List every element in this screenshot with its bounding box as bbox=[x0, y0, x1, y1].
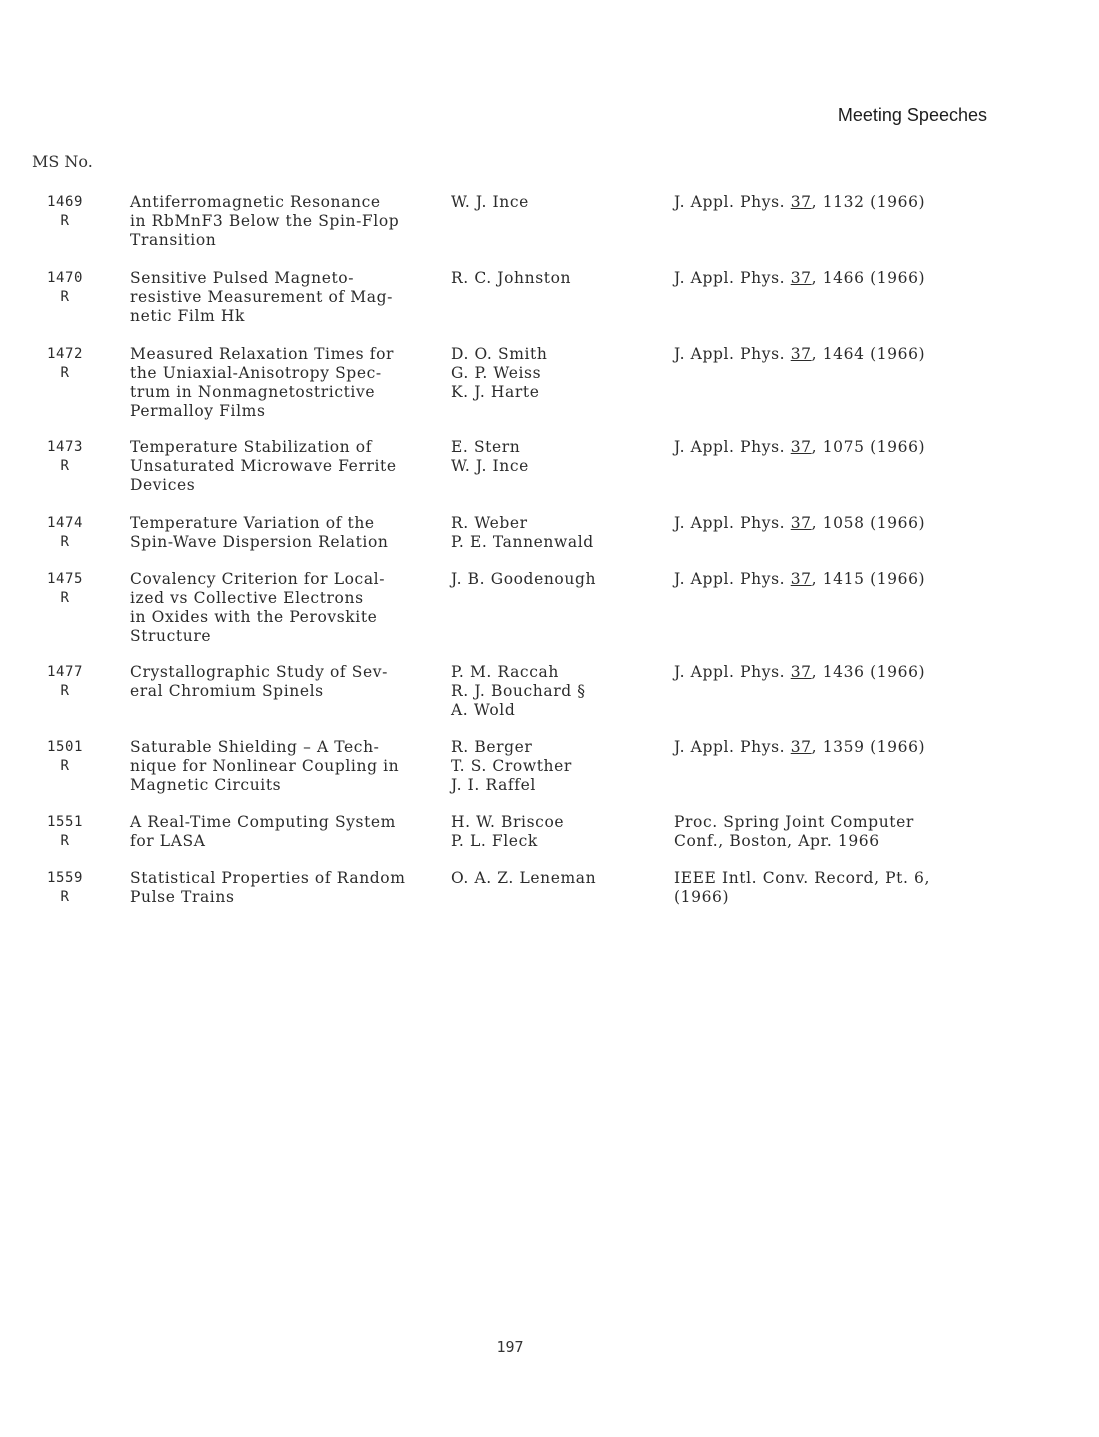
title-line: Statistical Properties of Random bbox=[130, 869, 406, 887]
authors bbox=[451, 738, 666, 795]
reference-journal: J. Appl. Phys. bbox=[674, 345, 791, 363]
speech-title bbox=[130, 570, 450, 646]
reference-journal: J. Appl. Phys. bbox=[674, 438, 791, 456]
author-name: D. O. Smith bbox=[451, 345, 548, 363]
reference-journal: J. Appl. Phys. bbox=[674, 269, 791, 287]
author-name: A. Wold bbox=[451, 701, 516, 719]
reference-line bbox=[674, 738, 984, 757]
authors bbox=[451, 193, 666, 212]
title-line: Saturable Shielding – A Tech- bbox=[130, 738, 380, 756]
ms-number-column-label: MS No. bbox=[32, 152, 93, 171]
speech-title bbox=[130, 269, 450, 326]
title-line: Pulse Trains bbox=[130, 888, 235, 906]
author-name: R. C. Johnston bbox=[451, 269, 572, 287]
ms-number bbox=[40, 514, 90, 552]
publication-reference bbox=[674, 345, 984, 364]
reference-pages-year: , 1075 (1966) bbox=[811, 438, 926, 456]
title-line: Covalency Criterion for Local- bbox=[130, 570, 386, 588]
title-line: ized vs Collective Electrons bbox=[130, 589, 364, 607]
authors bbox=[451, 570, 666, 589]
ms-number bbox=[40, 269, 90, 307]
ms-number bbox=[40, 813, 90, 851]
authors bbox=[451, 345, 666, 402]
title-line: resistive Measurement of Mag- bbox=[130, 288, 393, 306]
title-line: Transition bbox=[130, 231, 217, 249]
authors bbox=[451, 813, 666, 851]
speech-title bbox=[130, 869, 450, 907]
author-name: H. W. Briscoe bbox=[451, 813, 565, 831]
reference-journal: IEEE Intl. Conv. Record, Pt. 6, bbox=[674, 869, 931, 887]
title-line: Temperature Variation of the bbox=[130, 514, 375, 532]
reference-line bbox=[674, 193, 984, 212]
title-line: Devices bbox=[130, 476, 196, 494]
reference-line: (1966) bbox=[674, 888, 730, 906]
title-line: netic Film Hk bbox=[130, 307, 245, 325]
title-line: Temperature Stabilization of bbox=[130, 438, 373, 456]
publication-reference bbox=[674, 663, 984, 682]
reference-pages-year: , 1436 (1966) bbox=[811, 663, 926, 681]
reference-pages-year: , 1464 (1966) bbox=[811, 345, 926, 363]
author-name: T. S. Crowther bbox=[451, 757, 572, 775]
speech-title bbox=[130, 345, 450, 421]
ms-number-value: 1473 bbox=[46, 439, 84, 455]
authors bbox=[451, 269, 666, 288]
ms-number-value: 1470 bbox=[46, 270, 84, 286]
reference-journal: J. Appl. Phys. bbox=[674, 570, 791, 588]
reference-pages-year: , 1359 (1966) bbox=[811, 738, 926, 756]
authors bbox=[451, 438, 666, 476]
ms-number-value: 1551 bbox=[46, 814, 84, 830]
reference-volume: 37 bbox=[790, 193, 812, 211]
author-name: K. J. Harte bbox=[451, 383, 540, 401]
title-line: Magnetic Circuits bbox=[130, 776, 282, 794]
title-line: eral Chromium Spinels bbox=[130, 682, 324, 700]
publication-reference bbox=[674, 438, 984, 457]
reference-line: Conf., Boston, Apr. 1966 bbox=[674, 832, 880, 850]
reference-pages-year: , 1466 (1966) bbox=[811, 269, 926, 287]
author-name: R. Weber bbox=[451, 514, 528, 532]
reference-line bbox=[674, 663, 984, 682]
title-line: nique for Nonlinear Coupling in bbox=[130, 757, 400, 775]
reference-line bbox=[674, 269, 984, 288]
ms-status: R bbox=[60, 833, 70, 849]
title-line: in Oxides with the Perovskite bbox=[130, 608, 378, 626]
reference-journal: J. Appl. Phys. bbox=[674, 738, 791, 756]
ms-number-value: 1469 bbox=[46, 194, 84, 210]
title-line: for LASA bbox=[130, 832, 206, 850]
ms-number-value: 1474 bbox=[46, 515, 84, 531]
reference-pages-year: , 1058 (1966) bbox=[811, 514, 926, 532]
ms-number-value: 1477 bbox=[46, 664, 84, 680]
title-line: A Real-Time Computing System bbox=[130, 813, 396, 831]
reference-volume: 37 bbox=[790, 438, 812, 456]
reference-volume: 37 bbox=[790, 269, 812, 287]
ms-status: R bbox=[60, 590, 70, 606]
title-line: Permalloy Films bbox=[130, 402, 266, 420]
ms-number-value: 1501 bbox=[46, 739, 84, 755]
reference-journal: J. Appl. Phys. bbox=[674, 663, 791, 681]
title-line: Sensitive Pulsed Magneto- bbox=[130, 269, 355, 287]
section-title: Meeting Speeches bbox=[837, 105, 987, 125]
ms-status: R bbox=[60, 289, 70, 305]
ms-number-value: 1472 bbox=[46, 346, 84, 362]
ms-status: R bbox=[60, 758, 70, 774]
author-name: W. J. Ince bbox=[451, 457, 529, 475]
ms-number bbox=[40, 193, 90, 231]
author-name: G. P. Weiss bbox=[451, 364, 542, 382]
author-name: J. I. Raffel bbox=[451, 776, 536, 794]
ms-number bbox=[40, 570, 90, 608]
author-name: O. A. Z. Leneman bbox=[451, 869, 597, 887]
reference-line bbox=[674, 438, 984, 457]
ms-number bbox=[40, 345, 90, 383]
speech-title bbox=[130, 738, 450, 795]
title-line: Crystallographic Study of Sev- bbox=[130, 663, 388, 681]
reference-volume: 37 bbox=[790, 738, 812, 756]
publication-reference bbox=[674, 514, 984, 533]
publication-reference bbox=[674, 813, 984, 851]
author-name: R. Berger bbox=[451, 738, 533, 756]
reference-pages-year: , 1132 (1966) bbox=[811, 193, 926, 211]
title-line: Structure bbox=[130, 627, 212, 645]
ms-number-value: 1475 bbox=[46, 571, 84, 587]
speech-title bbox=[130, 663, 450, 701]
ms-number-value: 1559 bbox=[46, 870, 84, 886]
author-name: P. L. Fleck bbox=[451, 832, 538, 850]
publication-reference bbox=[674, 738, 984, 757]
title-line: Unsaturated Microwave Ferrite bbox=[130, 457, 397, 475]
authors bbox=[451, 514, 666, 552]
page-number: 197 bbox=[496, 1338, 524, 1356]
ms-status: R bbox=[60, 534, 70, 550]
speech-title bbox=[130, 514, 450, 552]
reference-pages-year: , 1415 (1966) bbox=[811, 570, 926, 588]
author-name: J. B. Goodenough bbox=[451, 570, 597, 588]
title-line: Spin-Wave Dispersion Relation bbox=[130, 533, 389, 551]
speech-title bbox=[130, 813, 450, 851]
reference-volume: 37 bbox=[790, 514, 812, 532]
publication-reference bbox=[674, 869, 984, 907]
reference-volume: 37 bbox=[790, 663, 812, 681]
author-name: P. E. Tannenwald bbox=[451, 533, 594, 551]
reference-line bbox=[674, 813, 984, 832]
publication-reference bbox=[674, 269, 984, 288]
reference-line bbox=[674, 869, 984, 888]
author-name: R. J. Bouchard § bbox=[451, 682, 586, 700]
reference-volume: 37 bbox=[790, 345, 812, 363]
ms-status: R bbox=[60, 458, 70, 474]
author-name: E. Stern bbox=[451, 438, 521, 456]
author-name: W. J. Ince bbox=[451, 193, 529, 211]
ms-number bbox=[40, 438, 90, 476]
authors bbox=[451, 869, 666, 888]
title-line: trum in Nonmagnetostrictive bbox=[130, 383, 376, 401]
reference-line bbox=[674, 570, 984, 589]
ms-number bbox=[40, 738, 90, 776]
title-line: Measured Relaxation Times for bbox=[130, 345, 395, 363]
title-line: in RbMnF3 Below the Spin-Flop bbox=[130, 212, 400, 230]
publication-reference bbox=[674, 570, 984, 589]
authors bbox=[451, 663, 666, 720]
ms-status: R bbox=[60, 683, 70, 699]
ms-number bbox=[40, 869, 90, 907]
reference-journal: J. Appl. Phys. bbox=[674, 514, 791, 532]
reference-line bbox=[674, 345, 984, 364]
title-line: the Uniaxial-Anisotropy Spec- bbox=[130, 364, 382, 382]
reference-volume: 37 bbox=[790, 570, 812, 588]
title-line: Antiferromagnetic Resonance bbox=[130, 193, 381, 211]
author-name: P. M. Raccah bbox=[451, 663, 559, 681]
speech-title bbox=[130, 193, 450, 250]
ms-status: R bbox=[60, 213, 70, 229]
ms-number bbox=[40, 663, 90, 701]
ms-status: R bbox=[60, 889, 70, 905]
ms-status: R bbox=[60, 365, 70, 381]
reference-line bbox=[674, 514, 984, 533]
speech-title bbox=[130, 438, 450, 495]
reference-journal: J. Appl. Phys. bbox=[674, 193, 791, 211]
publication-reference bbox=[674, 193, 984, 212]
reference-journal: Proc. Spring Joint Computer bbox=[674, 813, 914, 831]
